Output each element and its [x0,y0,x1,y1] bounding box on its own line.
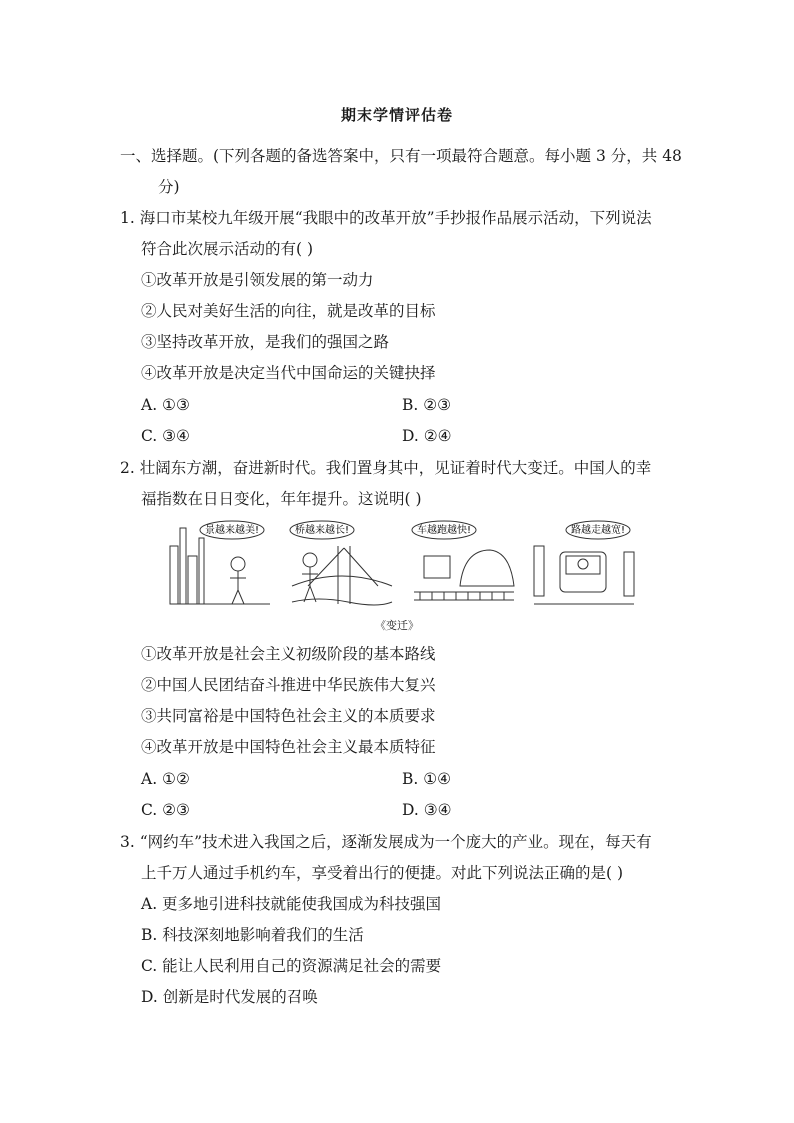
question-1-item-3: ③坚持改革开放，是我们的强国之路 [141,333,390,351]
question-3-option-c[interactable]: C. 能让人民利用自己的资源满足社会的需要 [141,957,442,975]
question-2-option-b[interactable]: B. ①④ [402,770,452,788]
cartoon-panel-train [410,516,518,610]
question-3-option-a[interactable]: A. 更多地引进科技就能使我国成为科技强国 [141,895,442,913]
question-3-stem-line-1: 3. “网约车”技术进入我国之后，逐渐发展成为一个庞大的产业。现在，每天有 [120,833,652,851]
question-1-option-b[interactable]: B. ②③ [402,396,452,414]
question-2-stem-line-2: 福指数在日日变化，年年提升。这说明( ) [141,490,422,508]
question-2-option-a[interactable]: A. ①② [141,770,190,788]
question-1-item-1: ①改革开放是引领发展的第一动力 [141,271,374,289]
question-3-option-d[interactable]: D. 创新是时代发展的召唤 [141,988,318,1006]
question-3-option-b[interactable]: B. 科技深刻地影响着我们的生活 [141,926,364,944]
bubble-road: 路越走越宽! [570,525,626,536]
bubble-bridge: 桥越来越长! [294,525,350,536]
question-1-stem-line-1: 1. 海口市某校九年级开展“我眼中的改革开放”手抄报作品展示活动，下列说法 [120,209,652,227]
question-1-option-d[interactable]: D. ②④ [402,427,452,445]
cartoon-panel-scenery [166,516,274,610]
question-2-stem-line-1: 2. 壮阔东方潮，奋进新时代。我们置身其中，见证着时代大变迁。中国人的幸 [120,459,652,477]
cartoon-panel-road [530,516,638,610]
bubble-train: 车越跑越快! [416,525,472,536]
question-2-option-d[interactable]: D. ③④ [402,801,452,819]
question-1-item-4: ④改革开放是决定当代中国命运的关键抉择 [141,364,436,382]
question-1-option-c[interactable]: C. ③④ [141,427,190,445]
bubble-scenery: 景越来越美! [204,525,260,536]
cartoon-panel-bridge [288,516,396,610]
question-2-option-c[interactable]: C. ②③ [141,801,190,819]
question-1-item-2: ②人民对美好生活的向往，就是改革的目标 [141,302,436,320]
question-3-stem-line-2: 上千万人通过手机约车，享受着出行的便捷。对此下列说法正确的是( ) [141,864,624,882]
section-heading-line-2: 分) [158,178,180,196]
question-2-item-3: ③共同富裕是中国特色社会主义的本质要求 [141,707,436,725]
question-2-item-2: ②中国人民团结奋斗推进中华民族伟大复兴 [141,676,436,694]
question-2-item-1: ①改革开放是社会主义初级阶段的基本路线 [141,645,436,663]
page-title: 期末学情评估卷 [340,106,453,124]
question-2-item-4: ④改革开放是中国特色社会主义最本质特征 [141,738,436,756]
cartoon-strip [166,516,638,612]
section-heading-line-1: 一、选择题。(下列各题的备选答案中，只有一项最符合题意。每小题 3 分，共 48 [120,147,682,165]
question-1-stem-line-2: 符合此次展示活动的有( ) [141,240,314,258]
question-1-option-a[interactable]: A. ①③ [141,396,190,414]
cartoon-caption: 《变迁》 [375,619,419,632]
